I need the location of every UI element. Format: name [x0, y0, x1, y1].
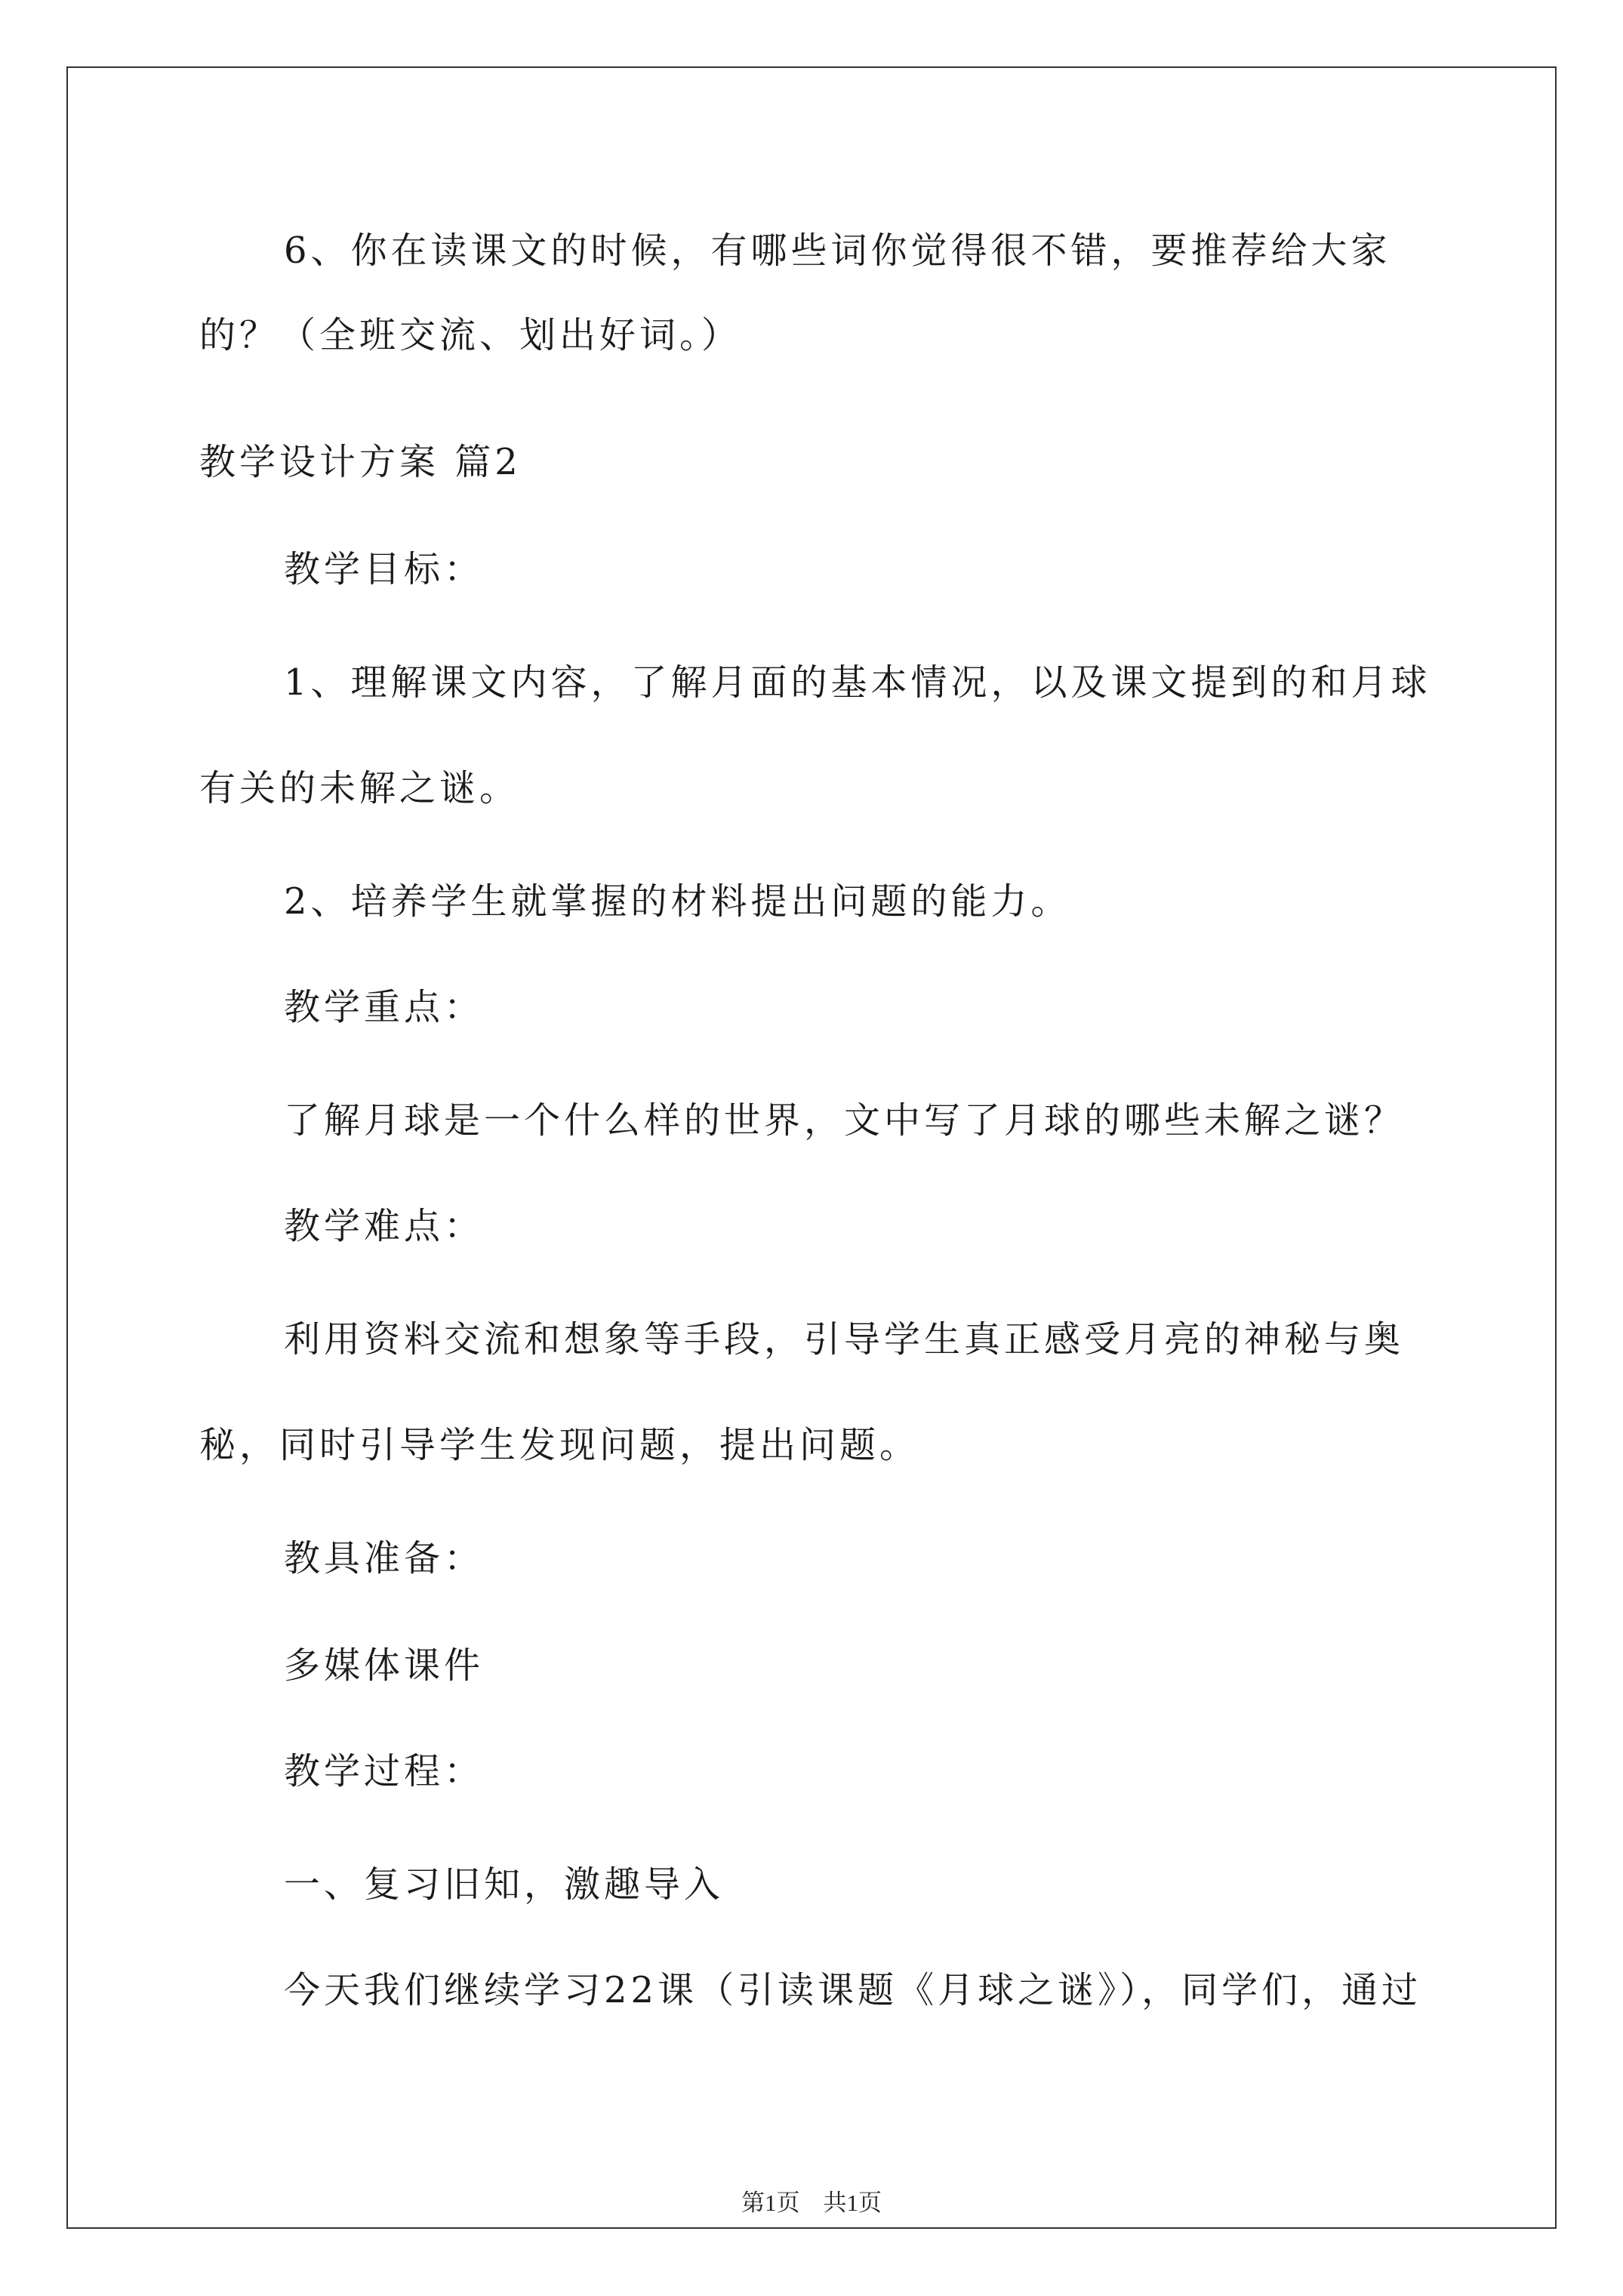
- subheading: 教学过程：: [284, 1750, 485, 1792]
- paragraph-line: 一、复习旧知，激趣导入: [284, 1863, 725, 1906]
- subheading: 教学重点：: [284, 986, 485, 1028]
- paragraph-line: 了解月球是一个什么样的世界，文中写了月球的哪些未解之谜？: [284, 1099, 1405, 1142]
- paragraph-line: 1、理解课文内容，了解月面的基本情况，以及课文提到的和月球: [284, 661, 1431, 704]
- paragraph-line: 多媒体课件: [284, 1644, 485, 1687]
- paragraph-line: 2、培养学生就掌握的材料提出问题的能力。: [284, 880, 1071, 923]
- page-number: 第1页 共1页: [741, 2190, 882, 2216]
- subheading: 教具准备：: [284, 1537, 485, 1579]
- subheading: 教学难点：: [284, 1205, 485, 1247]
- paragraph-line: 6、你在读课文的时候，有哪些词你觉得很不错，要推荐给大家: [284, 230, 1391, 272]
- paragraph-line: 利用资料交流和想象等手段，引导学生真正感受月亮的神秘与奥: [284, 1318, 1405, 1361]
- subheading: 教学目标：: [284, 548, 485, 590]
- paragraph-line: 的？（全班交流、划出好词。）: [199, 314, 742, 356]
- paragraph-line: 秘，同时引导学生发现问题，提出问题。: [199, 1424, 920, 1466]
- paragraph-line: 有关的未解之谜。: [199, 767, 520, 809]
- paragraph-line: 今天我们继续学习22课（引读课题《月球之谜》），同学们，通过: [284, 1969, 1422, 2011]
- section-heading: 教学设计方案 篇2: [199, 441, 522, 483]
